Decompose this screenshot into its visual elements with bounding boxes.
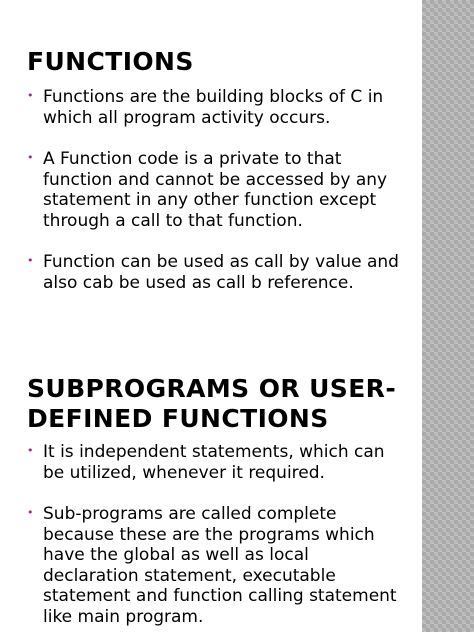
bullet-icon: •	[27, 506, 34, 519]
bullet-icon: •	[27, 151, 34, 164]
bullet-item	[27, 149, 407, 231]
bullet-icon: •	[27, 89, 34, 102]
bullet-text: A Function code is a private to that function and cannot be accessed by any statement in any other function except through a call to that function.	[43, 149, 388, 231]
bullet-text: It is independent statements, which can be utilized, whenever it required.	[43, 442, 385, 483]
bullet-icon: •	[27, 254, 34, 267]
bullet-item	[27, 442, 407, 483]
bullet-text: Sub-programs are called complete because these are the programs which have the global as well as local declaration statement, executable statement and function calling statement like main program.	[43, 504, 397, 627]
bullet-text: Functions are the building blocks of C in which all program activity occurs.	[43, 87, 384, 128]
bullet-list-functions	[27, 87, 407, 293]
decorative-side-strip	[422, 0, 474, 632]
section-title-subprograms: SUBPROGRAMS OR USER-DEFINED FUNCTIONS	[27, 374, 397, 433]
bullet-item	[27, 252, 407, 293]
bullet-list-subprograms	[27, 442, 407, 627]
bullet-text: Function can be used as call by value and also cab be used as call b reference.	[43, 252, 399, 293]
section-title-functions: FUNCTIONS	[27, 47, 194, 76]
bullet-item	[27, 87, 407, 128]
bullet-item	[27, 504, 407, 627]
bullet-icon: •	[27, 444, 34, 457]
